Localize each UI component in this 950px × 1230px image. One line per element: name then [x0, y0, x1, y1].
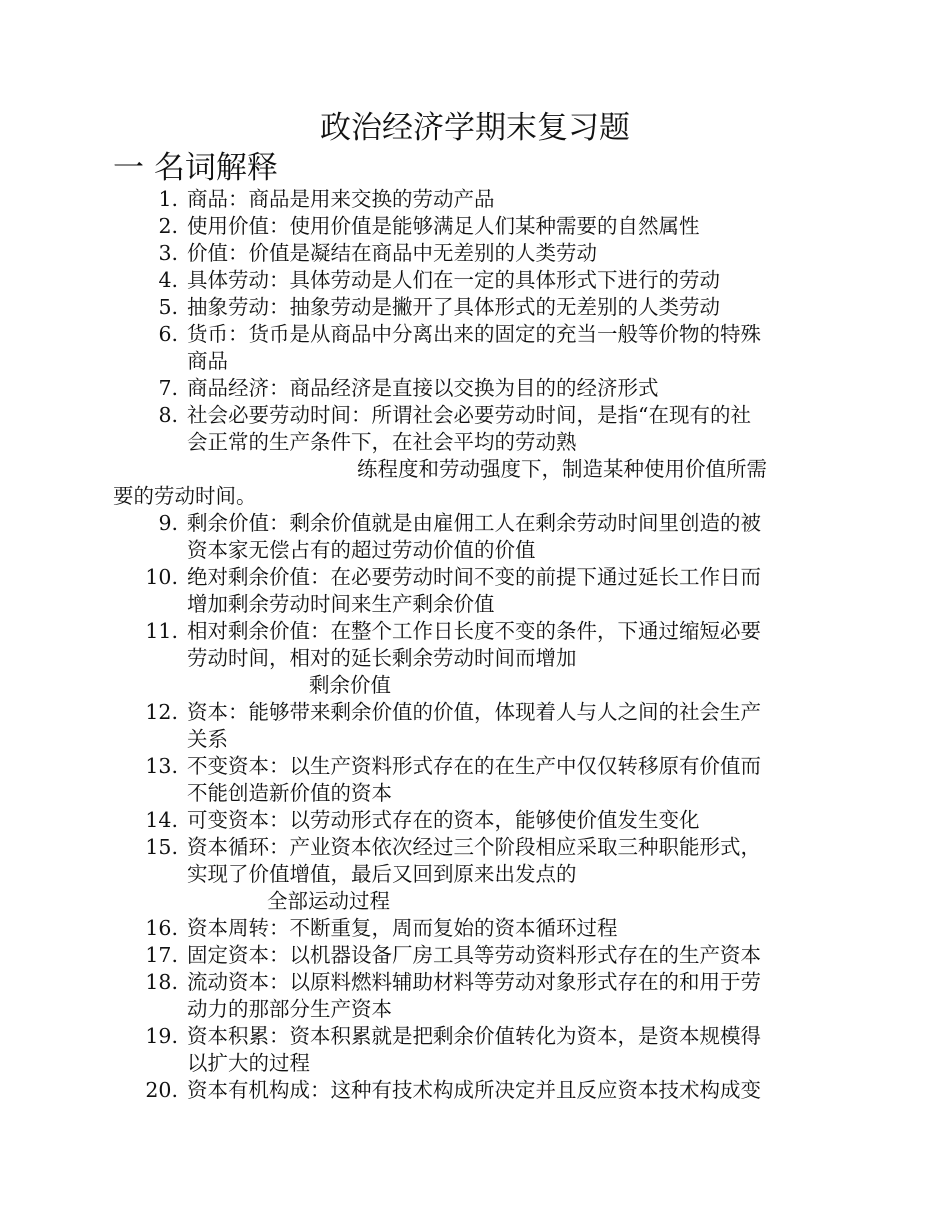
term-line: 使用价值：使用价值是能够满足人们某种需要的自然属性 — [187, 214, 700, 238]
term-number: 19. — [145, 1024, 178, 1048]
section-heading: 一 名词解释 — [113, 150, 278, 186]
term-line: 资本积累：资本积累就是把剩余价值转化为资本，是资本规模得 — [187, 1024, 761, 1048]
term-item — [0, 699, 842, 753]
term-number: 20. — [145, 1078, 178, 1102]
term-line: 增加剩余劳动时间来生产剩余价值 — [187, 592, 495, 616]
term-number: 18. — [145, 970, 178, 994]
term-item — [0, 213, 842, 240]
term-line: 剩余价值：剩余价值就是由雇佣工人在剩余劳动时间里创造的被 — [187, 511, 761, 535]
term-number: 17. — [145, 943, 178, 967]
term-line: 资本：能够带来剩余价值的价值，体现着人与人之间的社会生产 — [187, 700, 761, 724]
term-item — [0, 807, 842, 834]
term-number: 5. — [158, 295, 178, 319]
term-item — [0, 942, 842, 969]
term-line: 可变资本：以劳动形式存在的资本，能够使价值发生变化 — [187, 808, 700, 832]
term-line: 商品经济：商品经济是直接以交换为目的的经济形式 — [187, 376, 659, 400]
term-line: 资本循环：产业资本依次经过三个阶段相应采取三种职能形式， — [187, 835, 761, 859]
term-item — [0, 402, 842, 510]
term-number: 8. — [158, 403, 178, 427]
term-line: 资本周转：不断重复，周而复始的资本循环过程 — [187, 916, 618, 940]
term-item — [0, 564, 842, 618]
term-item — [0, 240, 842, 267]
term-item — [0, 510, 842, 564]
term-line: 资本有机构成：这种有技术构成所决定并且反应资本技术构成变 — [187, 1078, 761, 1102]
term-number: 16. — [145, 916, 178, 940]
term-number: 14. — [145, 808, 178, 832]
term-item — [0, 915, 842, 942]
term-item — [0, 294, 842, 321]
term-line: 抽象劳动：抽象劳动是撇开了具体形式的无差别的人类劳动 — [187, 295, 720, 319]
term-item — [0, 267, 842, 294]
term-number: 6. — [158, 322, 178, 346]
term-line: 要的劳动时间。 — [113, 484, 257, 508]
term-item — [0, 834, 842, 915]
term-list — [0, 186, 950, 1104]
term-number: 11. — [145, 619, 178, 643]
term-number: 4. — [158, 268, 178, 292]
term-line: 价值：价值是凝结在商品中无差别的人类劳动 — [187, 241, 597, 265]
term-line: 关系 — [187, 727, 228, 751]
term-line: 资本家无偿占有的超过劳动价值的价值 — [187, 538, 536, 562]
term-line: 绝对剩余价值：在必要劳动时间不变的前提下通过延长工作日而 — [187, 565, 761, 589]
term-number: 9. — [158, 511, 178, 535]
term-item — [0, 1077, 842, 1104]
term-item — [0, 1023, 842, 1077]
term-item — [0, 186, 842, 213]
term-line: 具体劳动：具体劳动是人们在一定的具体形式下进行的劳动 — [187, 268, 720, 292]
term-item — [0, 375, 842, 402]
term-number: 13. — [145, 754, 178, 778]
term-item — [0, 618, 842, 699]
term-line: 全部运动过程 — [267, 889, 390, 913]
term-number: 12. — [145, 700, 178, 724]
term-line: 固定资本：以机器设备厂房工具等劳动资料形式存在的生产资本 — [187, 943, 761, 967]
term-item — [0, 321, 842, 375]
term-line: 练程度和劳动强度下，制造某种使用价值所需 — [357, 457, 767, 481]
term-line: 动力的那部分生产资本 — [187, 997, 392, 1021]
term-number: 15. — [145, 835, 178, 859]
term-line: 商品 — [187, 349, 228, 373]
term-line: 劳动时间，相对的延长剩余劳动时间而增加 — [187, 646, 577, 670]
term-item — [0, 969, 842, 1023]
term-line: 不变资本：以生产资料形式存在的在生产中仅仅转移原有价值而 — [187, 754, 761, 778]
term-item — [0, 753, 842, 807]
term-line: 商品：商品是用来交换的劳动产品 — [187, 187, 495, 211]
document-title: 政治经济学期末复习题 — [320, 110, 630, 146]
term-number: 3. — [158, 241, 178, 265]
term-line: 流动资本：以原料燃料辅助材料等劳动对象形式存在的和用于劳 — [187, 970, 761, 994]
term-line: 相对剩余价值：在整个工作日长度不变的条件，下通过缩短必要 — [187, 619, 761, 643]
term-line: 剩余价值 — [309, 673, 391, 697]
term-number: 7. — [158, 376, 178, 400]
term-line: 不能创造新价值的资本 — [187, 781, 392, 805]
term-line: 货币：货币是从商品中分离出来的固定的充当一般等价物的特殊 — [187, 322, 761, 346]
term-number: 2. — [158, 214, 178, 238]
term-line: 会正常的生产条件下，在社会平均的劳动熟 — [187, 430, 577, 454]
term-line: 社会必要劳动时间：所谓社会必要劳动时间，是指“在现有的社 — [187, 403, 751, 427]
term-line: 实现了价值增值，最后又回到原来出发点的 — [187, 862, 577, 886]
term-number: 10. — [145, 565, 178, 589]
term-number: 1. — [158, 187, 178, 211]
term-line: 以扩大的过程 — [187, 1051, 310, 1075]
